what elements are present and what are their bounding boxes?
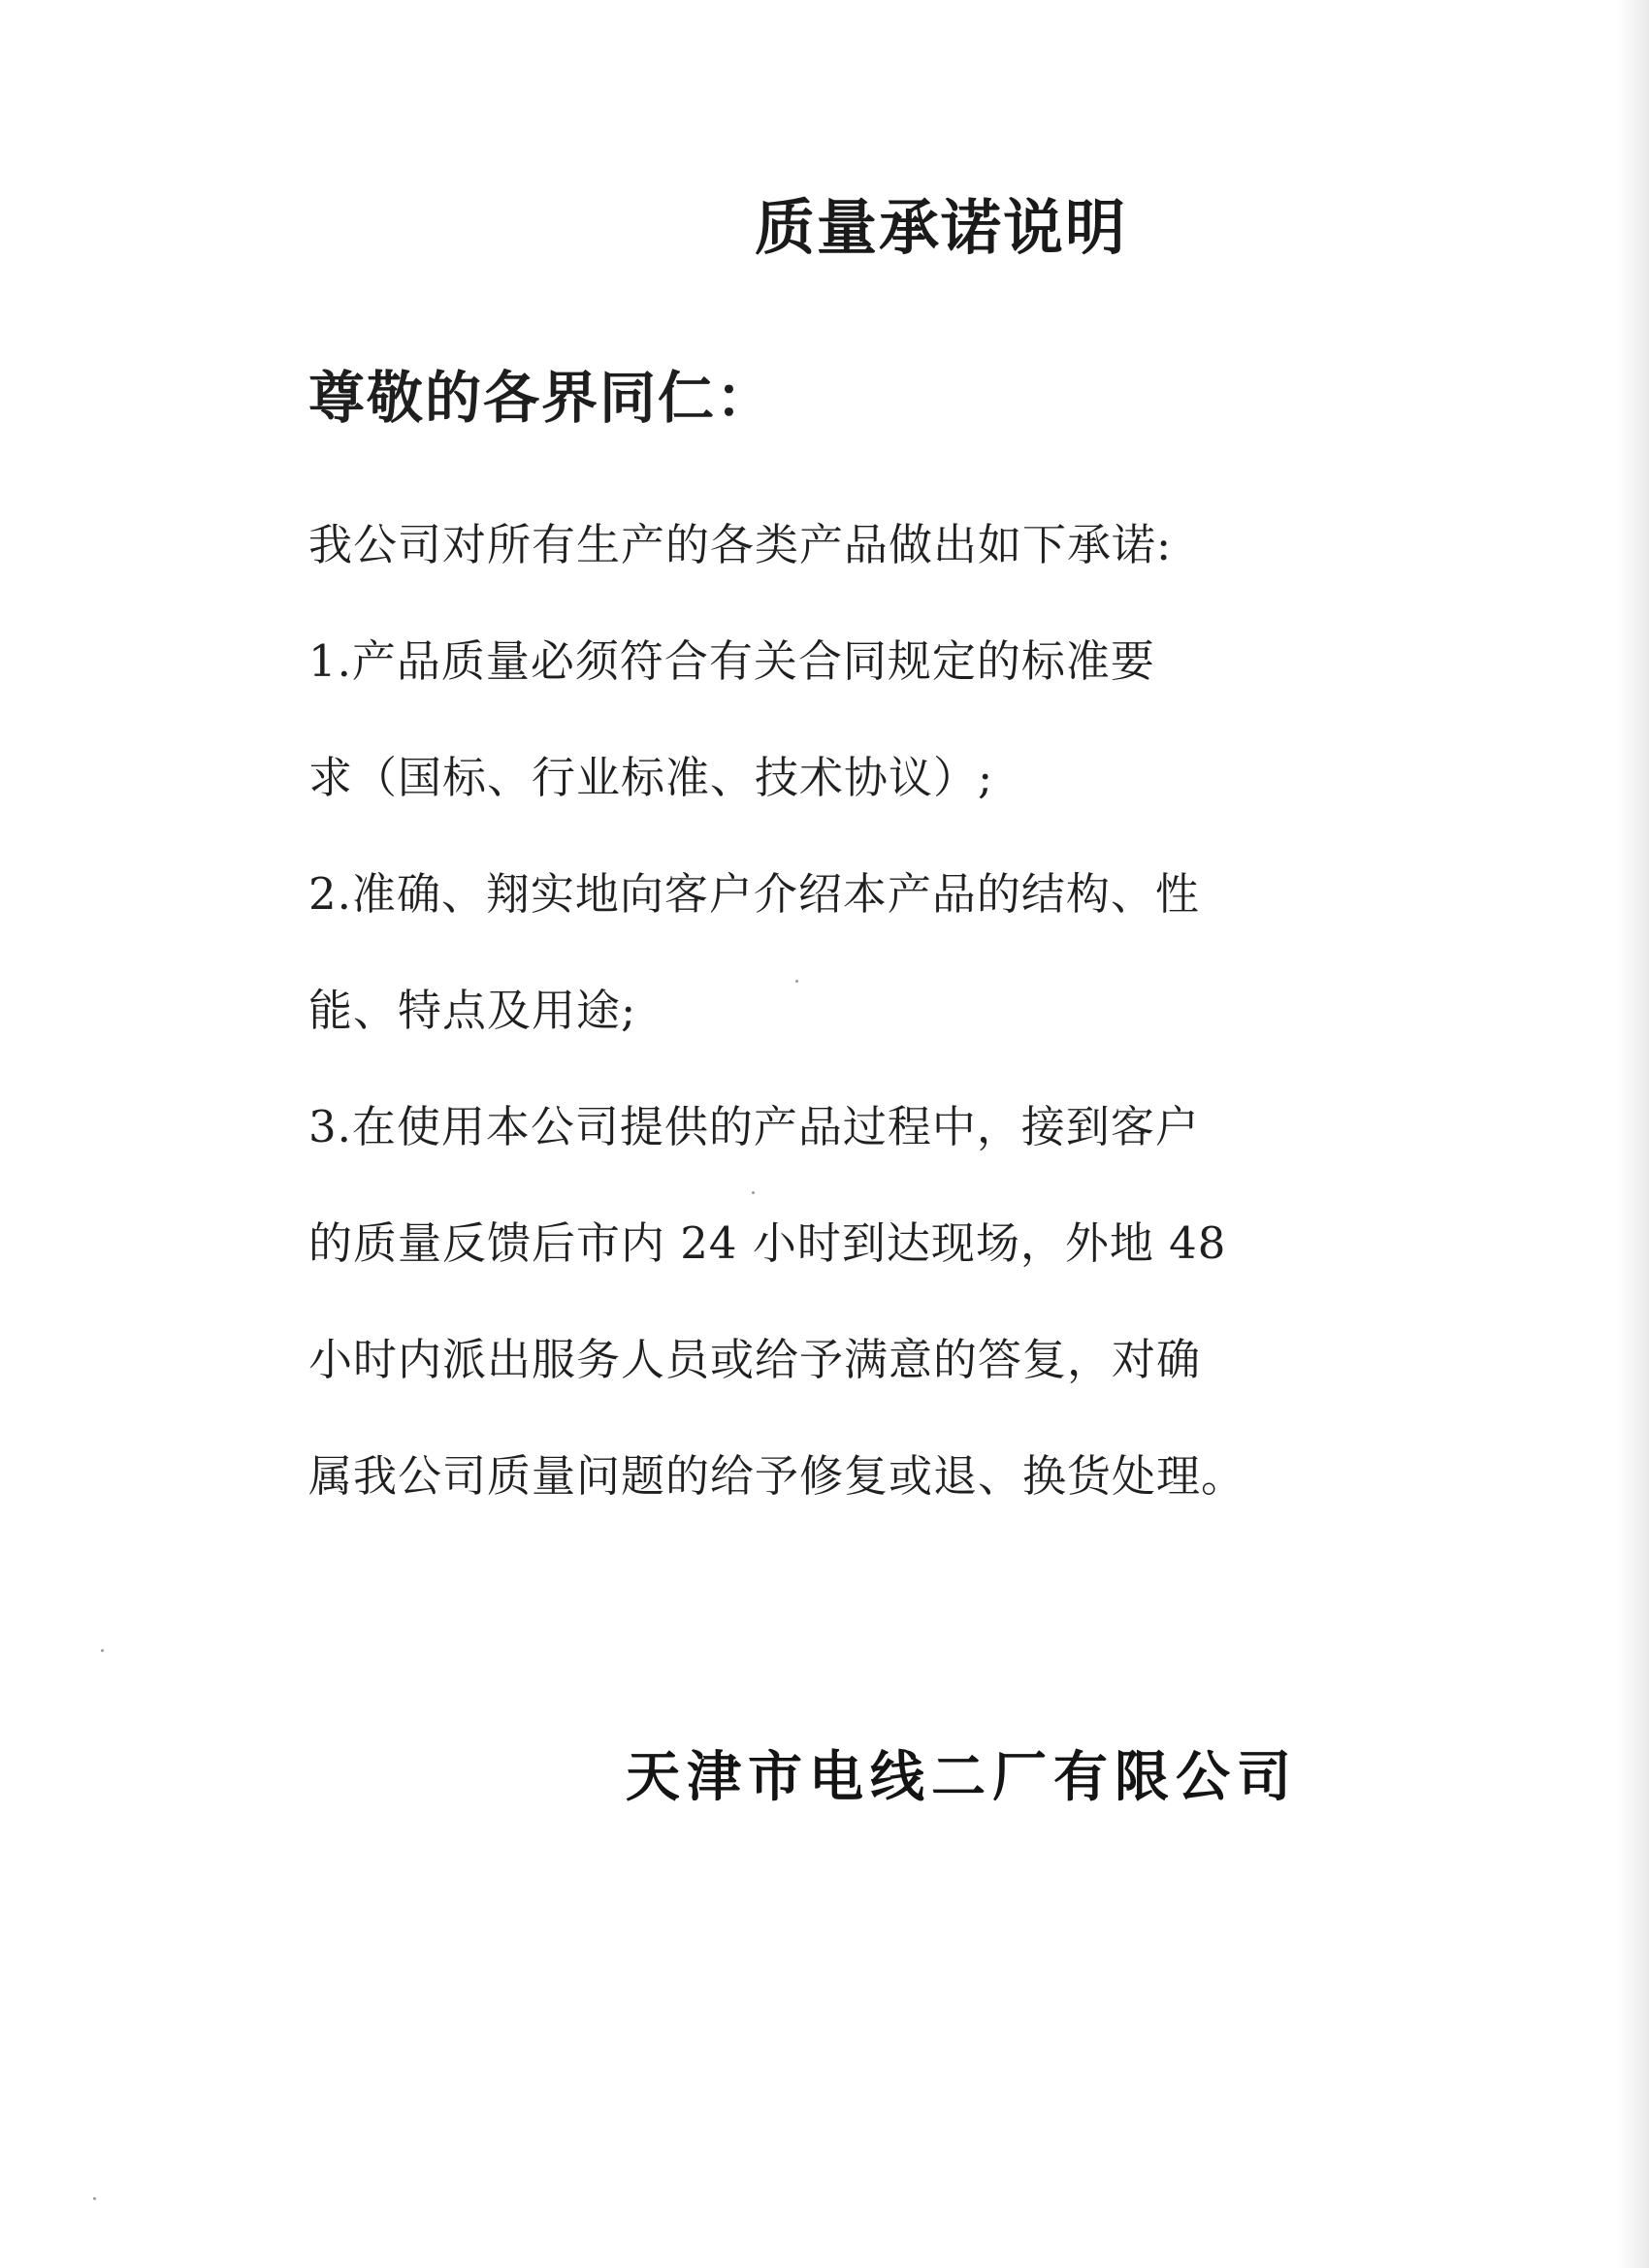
commitment-1-line-2: 求（国标、行业标准、技术协议）; <box>308 752 994 803</box>
commitment-2-line-1: 2.准确、翔实地向客户介绍本产品的结构、性 <box>308 868 1200 920</box>
commitment-3-line-1: 3.在使用本公司提供的产品过程中，接到客户 <box>308 1101 1200 1152</box>
intro-line: 我公司对所有生产的各类产品做出如下承诺: <box>308 519 1173 570</box>
commitment-1-line-1: 1.产品质量必须符合有关合同规定的标准要 <box>308 635 1155 687</box>
scan-speck <box>101 1649 104 1652</box>
scan-speck <box>795 980 798 983</box>
company-signature: 天津市电线二厂有限公司 <box>626 1746 1298 1809</box>
commitment-3-line-4: 属我公司质量问题的给予修复或退、换货处理。 <box>308 1450 1246 1502</box>
scan-speck <box>93 2197 96 2200</box>
document-title: 质量承诺说明 <box>754 192 1127 263</box>
scan-edge-shadow <box>1616 0 1649 2268</box>
commitment-3-line-3: 小时内派出服务人员或给予满意的答复，对确 <box>308 1334 1202 1385</box>
salutation: 尊敬的各界同仁： <box>308 365 775 431</box>
scan-speck <box>752 1191 755 1194</box>
commitment-3-line-2: 的质量反馈后市内 24 小时到达现场，外地 48 <box>308 1217 1227 1269</box>
commitment-2-line-2: 能、特点及用途; <box>308 985 637 1036</box>
